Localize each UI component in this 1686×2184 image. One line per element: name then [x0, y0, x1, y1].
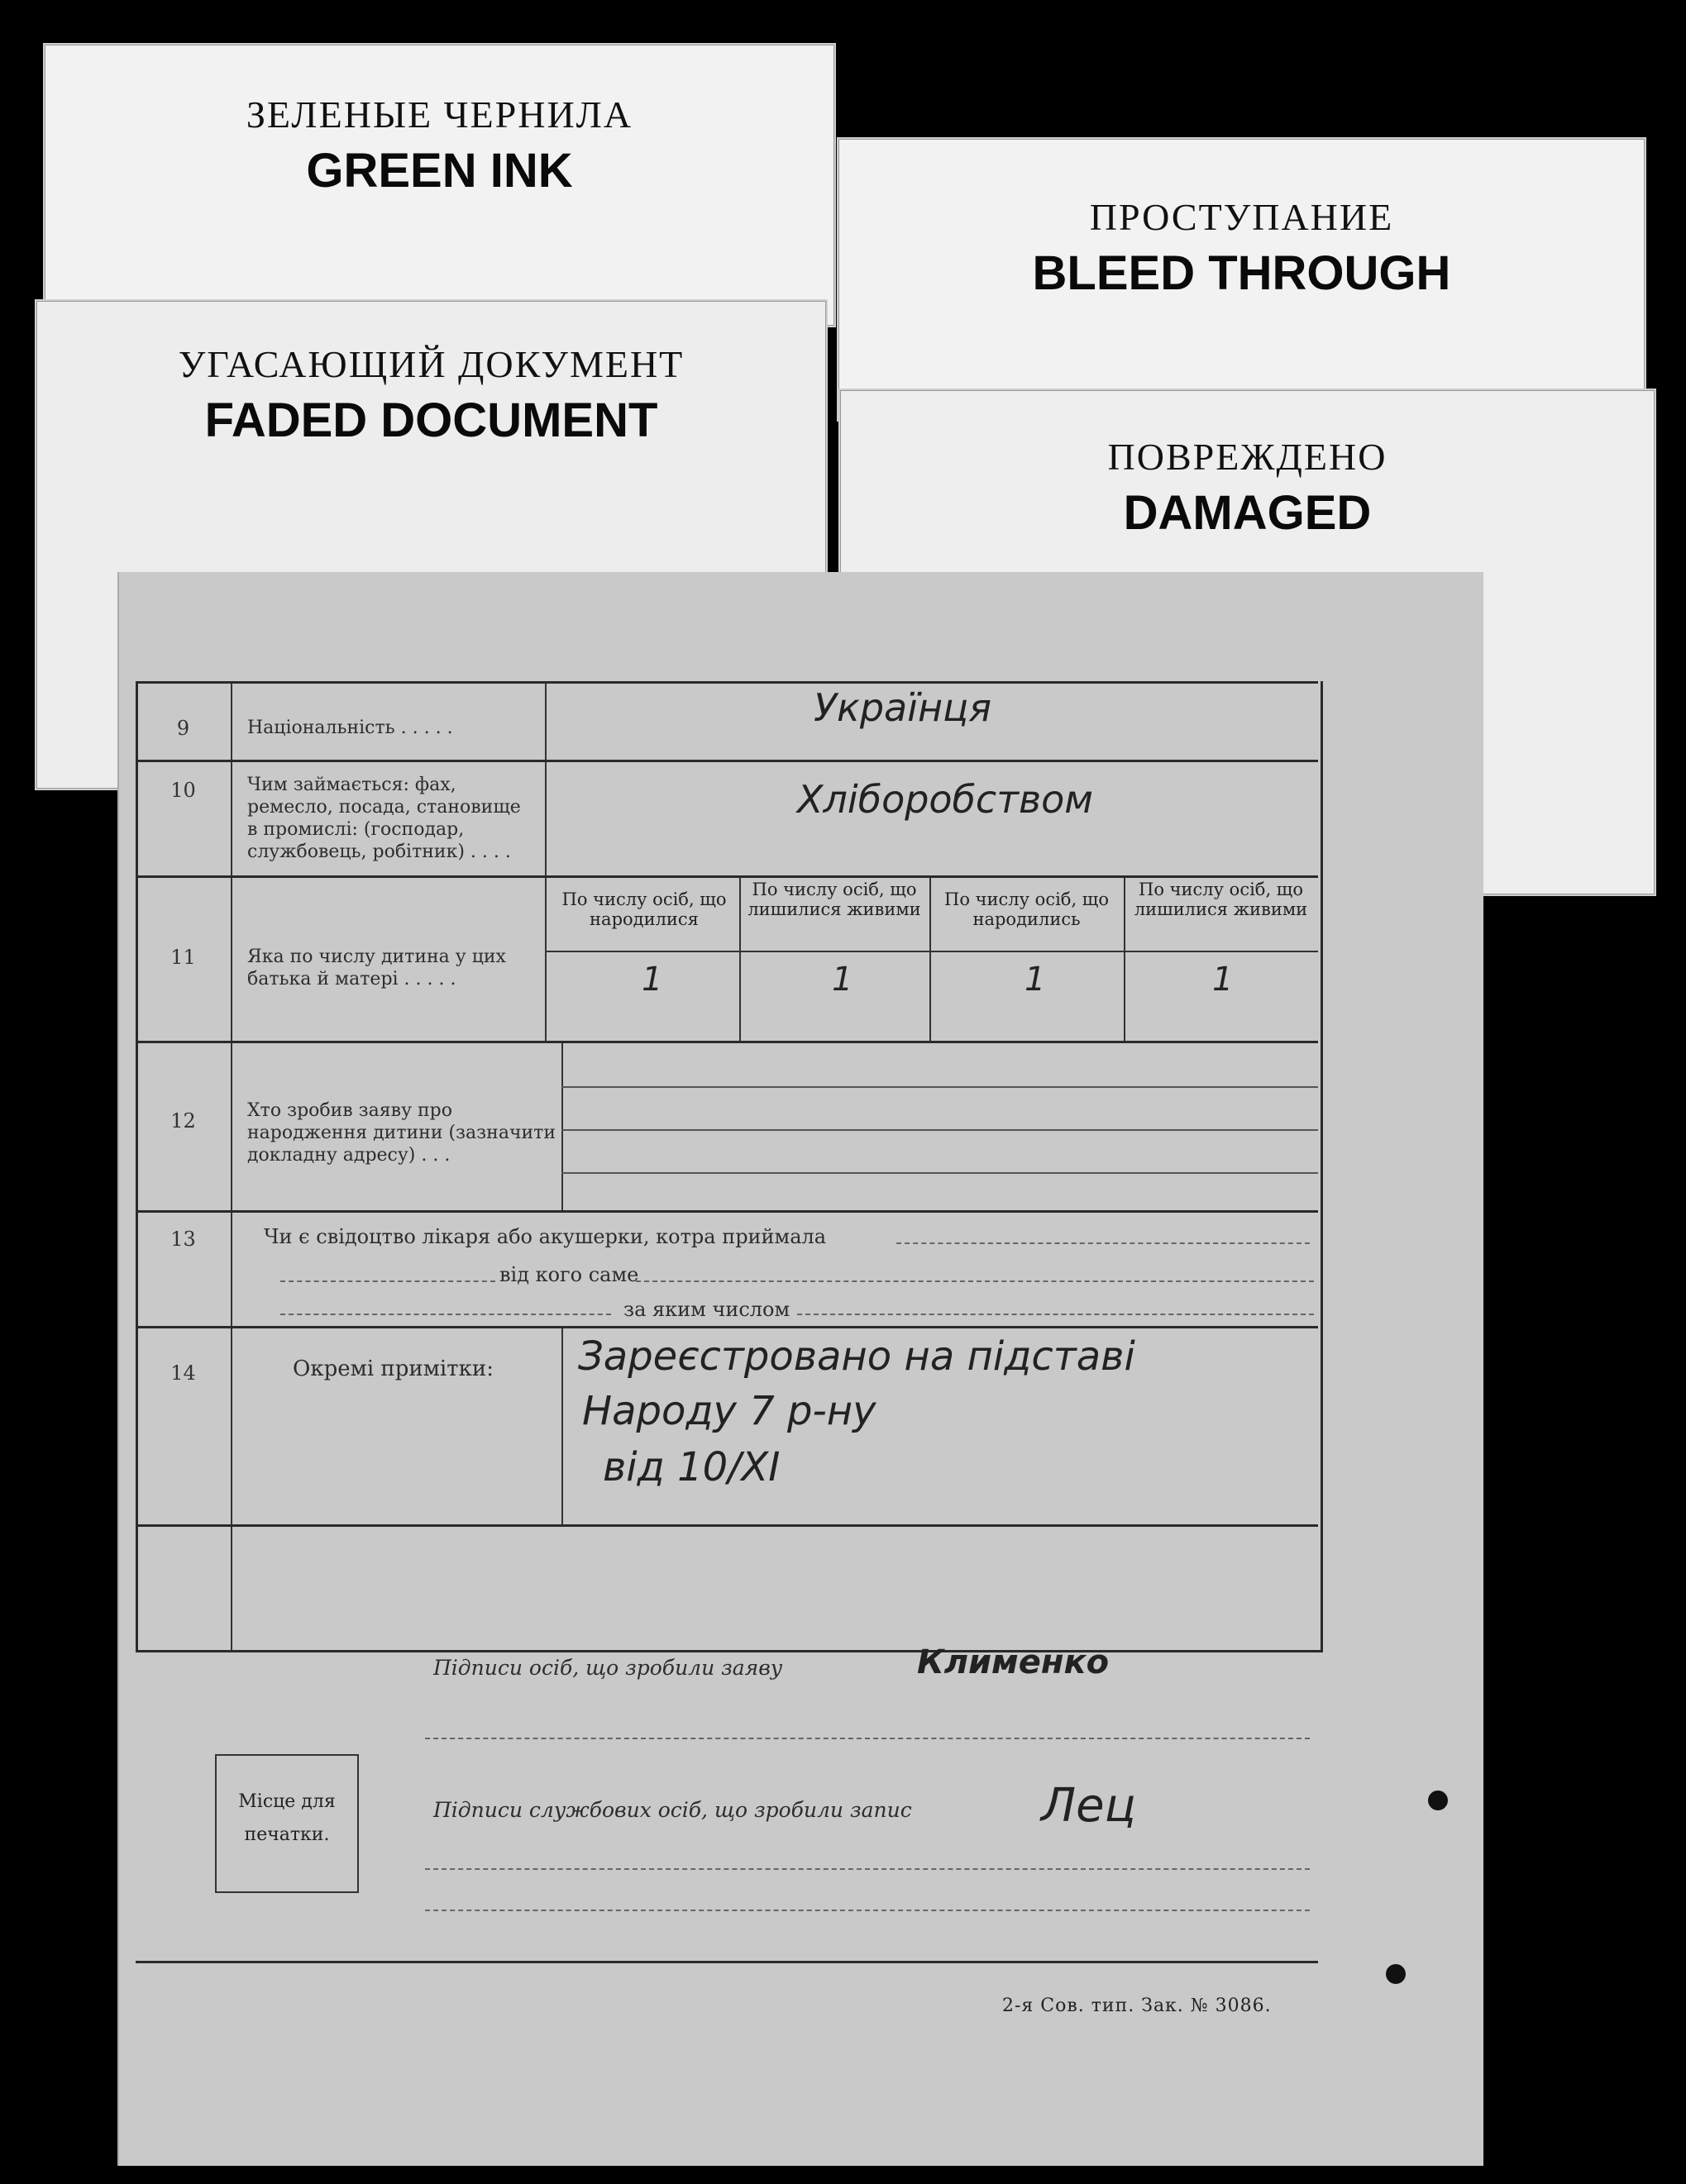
card-ru-text: ПРОСТУПАНИЕ	[1089, 196, 1394, 238]
answer-line	[561, 1086, 1318, 1088]
row-sublabel: від кого саме	[499, 1263, 639, 1286]
answer-line	[280, 1314, 611, 1315]
column-header-surviving: По числу осіб, що лишилися живими	[747, 880, 921, 919]
label-divider	[545, 762, 547, 878]
row-number: 14	[170, 1361, 196, 1385]
label-card-green-ink	[43, 43, 836, 327]
card-en-text: DAMAGED	[1123, 486, 1372, 540]
row-number: 13	[170, 1228, 196, 1251]
stamp-placeholder-text: Місце для	[238, 1791, 336, 1812]
label-divider	[545, 684, 547, 762]
card-en-text: FADED DOCUMENT	[204, 393, 658, 447]
row-number: 10	[170, 779, 196, 802]
printer-imprint: 2-я Сов. тип. Зак. № 3086.	[1002, 1996, 1272, 2016]
applicants-signature: Клименко	[917, 1643, 1110, 1681]
handwritten-nationality: Українця	[814, 685, 992, 730]
answer-line	[636, 1280, 1314, 1282]
row-label: Чим займається: фах, ремесло, посада, становище в промислі: (господар, службовець, робітник) . . . .	[247, 775, 521, 862]
form-row-12	[136, 1041, 1318, 1213]
signature-section	[136, 1524, 1318, 1652]
row-label: Чи є свідоцтво лікаря або акушерки, котра приймала	[264, 1225, 827, 1248]
signature-line	[425, 1910, 1310, 1911]
handwritten-note-line: Зареєстровано на підставі	[578, 1333, 1135, 1380]
card-ru-text: УГАСАЮЩИЙ ДОКУМЕНТ	[178, 343, 685, 385]
form-row-14	[136, 1326, 1318, 1527]
punch-hole	[1428, 1791, 1448, 1810]
column-divider	[739, 878, 741, 1043]
row-sublabel: за яким числом	[623, 1298, 790, 1321]
row-label: Окремі примітки:	[293, 1357, 494, 1381]
row-label: Яка по числу дитина у цих батька й матері . . . . .	[247, 947, 506, 989]
column-divider	[929, 878, 931, 1043]
row-number: 12	[170, 1109, 196, 1133]
handwritten-count: 1	[1024, 961, 1046, 999]
answer-line	[561, 1129, 1318, 1131]
row-label: Хто зробив заяву про народження дитини (зазначити докладну адресу) . . .	[247, 1100, 556, 1166]
officials-signature-label: Підписи службових осіб, що зробили запис	[433, 1798, 912, 1822]
form-row-10	[136, 760, 1318, 878]
signature-line	[425, 1868, 1310, 1870]
applicants-signature-label: Підписи осіб, що зробили заяву	[433, 1656, 783, 1680]
form-row-11	[136, 875, 1318, 1043]
handwritten-count: 1	[642, 961, 663, 999]
label-divider	[545, 878, 547, 1043]
label-card-bleed-through	[837, 137, 1646, 422]
stamp-placeholder-text: печатки.	[244, 1824, 330, 1845]
form-bottom-rule	[136, 1961, 1318, 1963]
birth-record-form-page	[117, 572, 1483, 2166]
form-row-13	[136, 1210, 1318, 1328]
handwritten-occupation: Хліборобством	[797, 777, 1093, 822]
column-header-born: По числу осіб, що народилися	[561, 889, 727, 929]
row-number: 11	[170, 946, 196, 969]
handwritten-count: 1	[1212, 961, 1234, 999]
handwritten-note-line: від 10/XI	[603, 1444, 781, 1490]
form-row-9	[136, 681, 1318, 762]
answer-line	[561, 1172, 1318, 1174]
handwritten-count: 1	[832, 961, 853, 999]
label-divider	[561, 1043, 563, 1213]
handwritten-note-line: Народу 7 р-ну	[582, 1388, 876, 1434]
answer-line	[797, 1314, 1314, 1315]
card-ru-text: ЗЕЛЕНЫЕ ЧЕРНИЛА	[246, 93, 633, 136]
card-ru-text: ПОВРЕЖДЕНО	[1107, 436, 1387, 478]
row-number: 9	[176, 717, 190, 740]
officials-signature: Лец	[1041, 1779, 1136, 1833]
card-en-text: GREEN INK	[306, 144, 573, 198]
column-divider	[1124, 878, 1125, 1043]
card-en-text: BLEED THROUGH	[1032, 246, 1451, 300]
punch-hole	[1386, 1964, 1406, 1984]
label-divider	[561, 1328, 563, 1527]
header-divider	[545, 951, 1318, 952]
row-label: Національність . . . . .	[247, 718, 453, 738]
answer-line	[896, 1242, 1310, 1244]
column-header-surviving-2: По числу осіб, що лишилися живими	[1134, 880, 1308, 919]
stamp-placeholder-box	[215, 1754, 359, 1893]
answer-line	[280, 1280, 495, 1282]
column-header-born-2: По числу осіб, що народились	[944, 889, 1109, 929]
signature-line	[425, 1738, 1310, 1739]
